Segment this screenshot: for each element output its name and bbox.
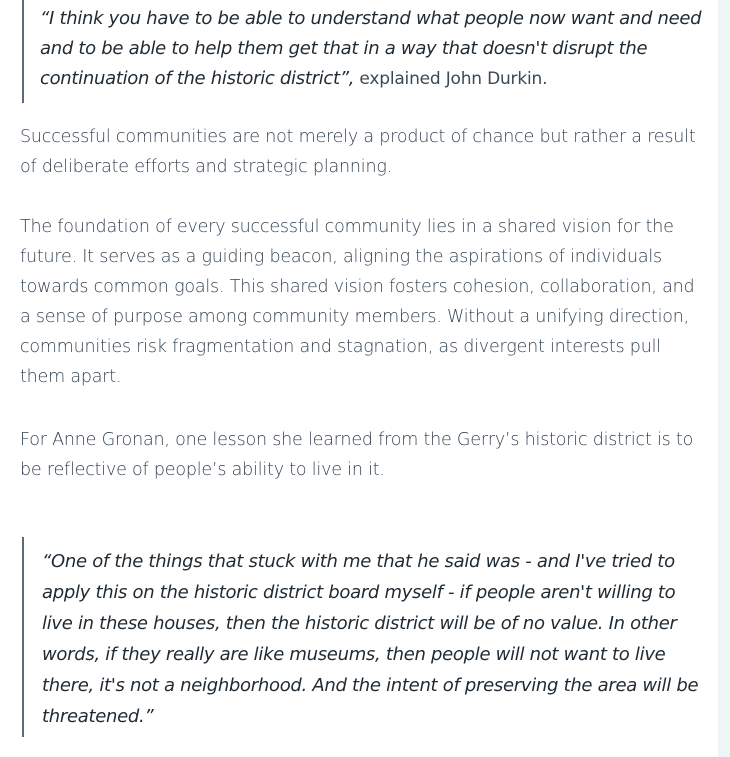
quote-body: “I think you have to be able to understand what people now want and need and to be able to help them get that in a way that doesn't disrupt the continuation of the historic district”,: [40, 8, 702, 89]
blockquote-anne-gronan: [22, 537, 702, 737]
blockquote-john-durkin: [22, 0, 702, 103]
quote-text: [40, 4, 702, 94]
paragraph-anne-gronan: For Anne Gronan, one lesson she learned from the Gerry’s historic district is to be reflective of people’s ability to live in it.: [20, 430, 694, 480]
paragraph-shared-vision: The foundation of every successful community lies in a shared vision for the future. It serves as a guiding beacon, aligning the aspirations of individuals towards common goals. This shared vision fosters cohesion, collaboration, and a sense of purpose among community members. Without a unifying direction, communities risk fragmentation and stagnation, as divergent interests pull them apart.: [20, 217, 695, 387]
right-edge-strip: [718, 0, 730, 757]
quote-attribution: explained John Durkin.: [354, 69, 548, 89]
quote-text: “One of the things that stuck with me that he said was - and I've tried to apply this on the historic district board myself - if people aren't willing to live in these houses, then the historic district will be of no value. In other words, if they really are like museums, then people will not want to live there, it's not a neighborhood. And the intent of preserving the area will be threatened.”: [42, 551, 699, 727]
paragraph-successful-communities: Successful communities are not merely a product of chance but rather a result of deliberate efforts and strategic planning.: [20, 127, 696, 177]
